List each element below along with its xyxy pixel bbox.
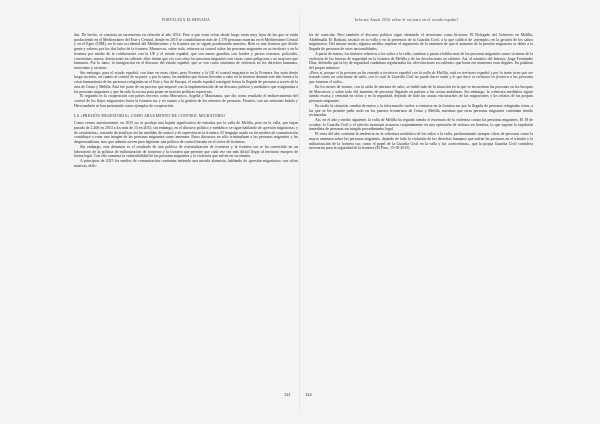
left-page-number: 121 — [284, 392, 291, 397]
left-paragraph: El segundo es la cooperación con países terceros como Marruecos, Argelia y Mauritania, que dio como resultado el endurecimiento del control de los flujos migratorios hacia la frontera sur y en cuanto a la gestión de los retornos de personas. Frontex, con sus misiones Indalo y Hera también se han presentado como ejemplos de cooperación. — [74, 94, 298, 108]
book-gutter — [299, 10, 300, 414]
right-paragraph: En los meses de verano, con la caída de intentos de salto, se habló más de la situación en la que se encuentran las personas en los bosques de Marruecos y sobre todo del aumento de personas llegando en pateras a las costas andaluzas. Sin embargo, la cobertura mediática siguió siendo escasa y centrada en cifras y en la seguridad, dejando de lado las causas estructurales de las migraciones y los relatos de las propias personas migrantes. — [309, 84, 533, 104]
right-paragraph: Así, en el año y medio siguiente, la valla de Melilla ha seguido siendo el escenario de la violencia contra las personas migrantes. El 18 de octubre, la Guardia Civil y el ejército marroquí actuaron conjuntamente en una operación de rechazo en frontera, lo que supone la expulsión inmediata de personas sin ningún procedimiento legal. — [309, 117, 533, 132]
left-paragraph: Sin embargo, para el estado español, con base en estas cifras, pero Frontex y la UE el control migratorio en la Frontera Sur sería desde luego un éxito, en cuanto al control de su parte, y por lo tanto, las medidas que fueron llevadas a cabo en la frontera durante este año frente a la crisis humanitaria de las personas refugiadas en el Este y Sur de Europa, el estado español consiguió frenar la llegada de personas a través de la ruta de Ceuta y Melilla. Está fue parte de un proceso que empezó con la implementación de un discurso político y mediático que estigmatiza a las personas migrantes y que ha sido la excusa para poner en marcha políticas represivas. — [74, 70, 298, 94]
left-page — [74, 18, 298, 414]
right-page-number: 122 — [305, 392, 312, 397]
right-running-head: Informe Anual 2016 sobre el racismo en el estado español — [355, 18, 458, 22]
right-body-text — [309, 33, 533, 151]
right-paragraph: les de controlar. Pero también el discurso político sigue alentando el terrorismo como hicieron: El Delegado del Gobierno en Melilla, Abdelmalik El Barkani, insistió en la valla y en la presencia de la Guardia Civil, a la que calificó de «ejemplo» en la gestión de los saltos migratorios. Del mismo modo, algunos medios repetían el argumento de la amenaza de que el aumento de la presión migratoria se debía a la llegada de personas de otras nacionalidades. — [309, 33, 533, 52]
left-running-head: FORTALEZA ELIMINADA — [161, 18, 211, 22]
section-heading: LA «PRESIÓN MIGRATORIA» COMO ARGUMENTO DE CONTROL MIGRATORIO — [74, 113, 225, 118]
left-paragraph: Sin embargo, esta denuncia es el resultado de una política de externalización de fronteras y la frontera sur se ha convertido en un laboratorio de la política de militarización de fronteras y la frontera que permite que cada vez sea más difícil llegar al territorio europeo de forma legal. Con ello aumenta la vulnerabilidad de las personas migrantes y la violencia que sufren en su tránsito. — [74, 144, 298, 159]
left-paragraph: A principios de 2015 los medios de comunicación continúan teniendo una mirada alarmista, hablando de «presión migratoria» con cifras masivas, difíc- — [74, 158, 298, 168]
right-paragraph: A partir de marzo, los titulares relativos a los saltos a la valla, cambian y pasan a hablar más de las personas migrantes como víctimas de la violencia de las fuerzas de seguridad en la frontera de Melilla y de las devoluciones en caliente. Así, el ministro del Interior, Jorge Fernández Díaz, defendía que la ley de seguridad ciudadana regularizaba las «devoluciones en caliente» que hasta ese momento eran ilegales. En palabras del propio ministro: — [309, 51, 533, 71]
block-quote: «Pues sí, porque si la persona ya ha entrado a territorio español con la valla de Melilla, está en territorio español y por lo tanto tiene que ser tratado como un solicitante de asilo, con lo cual la Guardia Civil no puede hacer nada y lo que hace es rechazar en frontera a las personas que intentan el salto». — [309, 70, 533, 85]
right-paragraph: El resto del año continúa la tendencia en la cobertura mediática de los saltos a la valla, predominando siempre cifras de personas como la mayor amenaza sobre las personas migrantes, dejando de lado la violación de los derechos humanos que sufren las personas en el tránsito y la militarización de la frontera sur, como el papel de la Guardia Civil en la valla y las «concertinas», que la propia Guardia Civil considera necesarias para la seguridad de la frontera (El Faro, 15-10-2015). — [309, 132, 533, 151]
right-page — [309, 18, 533, 414]
left-paragraph: Como vemos anteriormente, en 2015 no se produjo una bajada significativa de entradas por la valla de Melilla, pero en la valla, que bajan pasado de 2.200 en 2014 a los más de 13 en 2015, sin embargo, en el discurso político y mediático se sigue hablando de «presión migratoria» y de «avalancha», tratando de justificar así las medidas de control y de represión en la frontera. El lenguaje usado en los medios de comunicación contribuye a crear una imagen de las personas migrantes como amenaza. Estos discursos no sólo criminalizan a las personas migrantes y las despersonalizan, sino que además sirven para legitimar una política de control basada en el cierre de fronteras. — [74, 121, 298, 145]
left-paragraph: das. De hecho, se constata un incremento en relación al año 2014. Pese a que estas cifras desde luego están muy lejos de las que se están produciendo en el Mediterráneo del Este y Central, donde en 2015 se contabilizaron más de 1.170 personas muertas en el Mediterráneo Central y en el Egeo (OIM), en la ruta occidental del Mediterráneo y la frontera sur se siguen produciendo muertes. Bien es una frontera que divide gente y valores por los dos lados de la frontera. Marruecos, sobre todo, refuerza su control sobre las personas migrantes en su territorio y en la frontera por medio de la colaboración con la UE y el estado español, que son meras guardias con fondos y pactos externos, policiales, concertinas, muros, detenciones en caliente, ellas tienen que ver con cómo las personas migrantes son vistas como peligrosas y no mayores que humanos. Por lo tanto, la inmigración en el discurso del estado español, que se ven como sinónimo de violencia en los derechos humanos, terrorismo y racismo. — [74, 33, 298, 71]
right-paragraph: En otoño la situación cambia de nuevo y la información vuelve a centrarse en la frontera sur por la llegada de personas refugiadas sirias, a las que se les permite pedir asilo en los puestos fronterizos de Ceuta y Melilla, mientras que otras personas migrantes continúan siendo rechazadas. — [309, 103, 533, 118]
left-body-text — [74, 33, 298, 168]
